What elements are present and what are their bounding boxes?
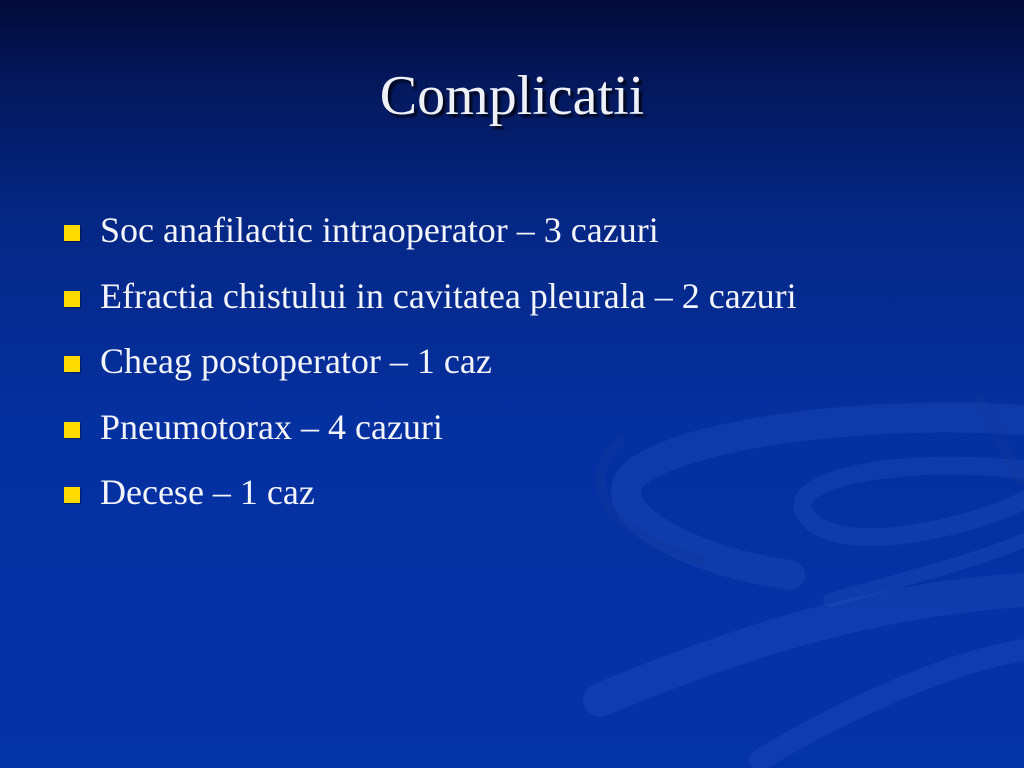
bullet-item xyxy=(62,395,1002,461)
bullet-text: Decese – 1 caz xyxy=(100,472,315,512)
square-bullet-icon xyxy=(64,225,80,241)
square-bullet-icon xyxy=(64,422,80,438)
bullet-item xyxy=(62,329,1002,395)
square-bullet-icon xyxy=(64,487,80,503)
bullet-item xyxy=(62,198,1002,264)
bullet-text: Efractia chistului in cavitatea pleurala – 2 cazuri xyxy=(100,275,797,316)
bullet-text: Cheag postoperator – 1 caz xyxy=(100,341,492,381)
bullet-text: Pneumotorax – 4 cazuri xyxy=(100,406,443,447)
bullet-list xyxy=(62,198,1002,526)
bullet-text: Soc anafilactic intraoperator – 3 cazuri xyxy=(100,210,659,250)
square-bullet-icon xyxy=(64,356,80,372)
square-bullet-icon xyxy=(64,291,80,307)
slide-title: Complicatii xyxy=(379,65,645,127)
bullet-item xyxy=(62,460,1002,526)
bullet-item xyxy=(62,264,1002,330)
